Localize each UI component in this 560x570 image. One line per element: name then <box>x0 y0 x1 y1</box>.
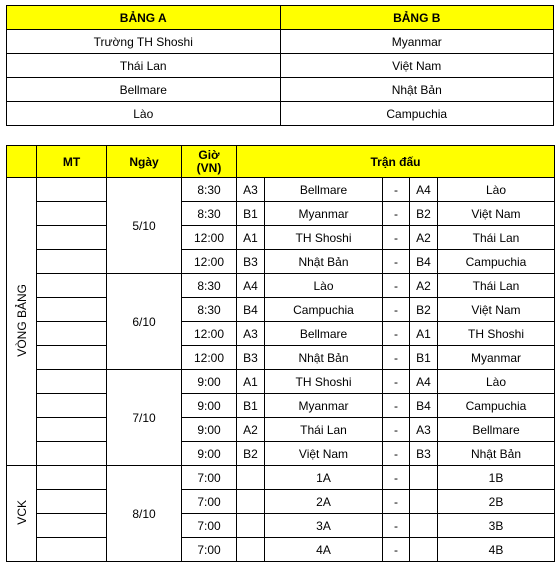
code-a-cell: B1 <box>237 394 265 418</box>
time-cell: 7:00 <box>182 538 237 562</box>
mt-cell <box>37 274 107 298</box>
table-row <box>7 394 555 418</box>
day-cell: 5/10 <box>107 178 182 274</box>
table-row <box>7 274 555 298</box>
team-b-cell: Lào <box>438 178 555 202</box>
team-a-cell: 2A <box>265 490 383 514</box>
time-cell: 8:30 <box>182 298 237 322</box>
time-cell: 9:00 <box>182 418 237 442</box>
mt-cell <box>37 250 107 274</box>
day-cell: 6/10 <box>107 274 182 370</box>
stage-cell <box>7 466 37 562</box>
table-row <box>7 514 555 538</box>
stage-label: VCK <box>14 499 29 525</box>
separator-cell: - <box>383 250 410 274</box>
stage-label: VÒNG BẢNG <box>14 283 29 357</box>
mt-cell <box>37 514 107 538</box>
time-cell: 12:00 <box>182 250 237 274</box>
mt-cell <box>37 466 107 490</box>
code-b-cell: B2 <box>410 202 438 226</box>
team-a-cell: Bellmare <box>265 322 383 346</box>
time-cell: 12:00 <box>182 346 237 370</box>
code-a-cell: A1 <box>237 226 265 250</box>
mt-cell <box>37 418 107 442</box>
mt-cell <box>37 202 107 226</box>
code-a-cell: A3 <box>237 178 265 202</box>
code-b-cell: A3 <box>410 418 438 442</box>
code-b-cell: B2 <box>410 298 438 322</box>
table-row <box>7 250 555 274</box>
separator-cell: - <box>383 202 410 226</box>
mt-cell <box>37 346 107 370</box>
time-cell: 8:30 <box>182 202 237 226</box>
table-row <box>7 322 555 346</box>
time-cell: 9:00 <box>182 370 237 394</box>
table-row <box>7 418 555 442</box>
time-cell: 9:00 <box>182 442 237 466</box>
team-b-cell: Campuchia <box>438 250 555 274</box>
code-b-cell <box>410 490 438 514</box>
table-row <box>7 102 554 126</box>
team-a-cell: 1A <box>265 466 383 490</box>
table-row <box>7 54 554 78</box>
group-a-team: Bellmare <box>7 78 281 102</box>
separator-cell: - <box>383 466 410 490</box>
separator-cell: - <box>383 178 410 202</box>
team-b-cell: Nhật Bản <box>438 442 555 466</box>
team-b-cell: Campuchia <box>438 394 555 418</box>
mt-cell <box>37 490 107 514</box>
group-b-header: BẢNG B <box>280 6 554 30</box>
separator-cell: - <box>383 394 410 418</box>
team-b-cell: 3B <box>438 514 555 538</box>
team-a-cell: 3A <box>265 514 383 538</box>
code-a-cell: B4 <box>237 298 265 322</box>
separator-cell: - <box>383 346 410 370</box>
group-b-team: Campuchia <box>280 102 554 126</box>
team-a-cell: Myanmar <box>265 202 383 226</box>
code-b-cell <box>410 538 438 562</box>
code-a-cell: A4 <box>237 274 265 298</box>
team-b-cell: Việt Nam <box>438 298 555 322</box>
schedule-table <box>6 145 555 562</box>
code-b-cell <box>410 466 438 490</box>
separator-cell: - <box>383 226 410 250</box>
team-a-cell: TH Shoshi <box>265 226 383 250</box>
separator-cell: - <box>383 514 410 538</box>
time-header: Giờ (VN) <box>182 146 237 178</box>
time-cell: 7:00 <box>182 466 237 490</box>
team-a-cell: Thái Lan <box>265 418 383 442</box>
team-b-cell: 4B <box>438 538 555 562</box>
code-b-cell <box>410 514 438 538</box>
group-b-team: Myanmar <box>280 30 554 54</box>
mt-cell <box>37 298 107 322</box>
mt-cell <box>37 370 107 394</box>
team-b-cell: 1B <box>438 466 555 490</box>
separator-cell: - <box>383 370 410 394</box>
table-row <box>7 490 555 514</box>
group-b-team: Nhật Bản <box>280 78 554 102</box>
match-header: Trận đấu <box>237 146 555 178</box>
code-b-cell: A4 <box>410 370 438 394</box>
team-a-cell: Myanmar <box>265 394 383 418</box>
code-b-cell: A2 <box>410 274 438 298</box>
team-a-cell: Nhật Bản <box>265 346 383 370</box>
code-a-cell: A1 <box>237 370 265 394</box>
separator-cell: - <box>383 274 410 298</box>
code-b-cell: B4 <box>410 394 438 418</box>
team-a-cell: 4A <box>265 538 383 562</box>
team-b-cell: Thái Lan <box>438 274 555 298</box>
code-b-cell: A1 <box>410 322 438 346</box>
day-header: Ngày <box>107 146 182 178</box>
team-b-cell: Thái Lan <box>438 226 555 250</box>
code-a-cell: A2 <box>237 418 265 442</box>
separator-cell: - <box>383 538 410 562</box>
mt-cell <box>37 538 107 562</box>
separator-cell: - <box>383 442 410 466</box>
team-a-cell: TH Shoshi <box>265 370 383 394</box>
time-cell: 8:30 <box>182 274 237 298</box>
code-b-cell: A4 <box>410 178 438 202</box>
code-a-cell <box>237 538 265 562</box>
group-a-header: BẢNG A <box>7 6 281 30</box>
code-a-cell: B3 <box>237 346 265 370</box>
code-a-cell <box>237 514 265 538</box>
mt-header: MT <box>37 146 107 178</box>
table-row <box>7 30 554 54</box>
separator-cell: - <box>383 490 410 514</box>
time-cell: 8:30 <box>182 178 237 202</box>
stage-cell <box>7 178 37 466</box>
time-cell: 12:00 <box>182 322 237 346</box>
team-a-cell: Việt Nam <box>265 442 383 466</box>
code-a-cell: B1 <box>237 202 265 226</box>
team-a-cell: Lào <box>265 274 383 298</box>
schedule-header-row <box>7 146 555 178</box>
table-row <box>7 226 555 250</box>
code-b-cell: A2 <box>410 226 438 250</box>
team-b-cell: Myanmar <box>438 346 555 370</box>
code-a-cell: A3 <box>237 322 265 346</box>
table-row <box>7 346 555 370</box>
team-a-cell: Nhật Bản <box>265 250 383 274</box>
table-row <box>7 298 555 322</box>
time-cell: 7:00 <box>182 490 237 514</box>
table-row <box>7 178 555 202</box>
separator-cell: - <box>383 418 410 442</box>
team-b-cell: Bellmare <box>438 418 555 442</box>
groups-table <box>6 5 554 126</box>
mt-cell <box>37 442 107 466</box>
table-row <box>7 202 555 226</box>
separator-cell: - <box>383 298 410 322</box>
separator-cell: - <box>383 322 410 346</box>
time-cell: 7:00 <box>182 514 237 538</box>
day-cell: 8/10 <box>107 466 182 562</box>
table-row <box>7 466 555 490</box>
code-b-cell: B1 <box>410 346 438 370</box>
code-a-cell: B3 <box>237 250 265 274</box>
team-b-cell: Việt Nam <box>438 202 555 226</box>
table-row <box>7 538 555 562</box>
table-row <box>7 442 555 466</box>
code-a-cell: B2 <box>237 442 265 466</box>
team-b-cell: 2B <box>438 490 555 514</box>
day-cell: 7/10 <box>107 370 182 466</box>
time-cell: 12:00 <box>182 226 237 250</box>
code-b-cell: B3 <box>410 442 438 466</box>
mt-cell <box>37 394 107 418</box>
group-a-team: Lào <box>7 102 281 126</box>
table-row <box>7 78 554 102</box>
group-b-team: Việt Nam <box>280 54 554 78</box>
table-row <box>7 370 555 394</box>
team-a-cell: Bellmare <box>265 178 383 202</box>
mt-cell <box>37 322 107 346</box>
group-a-team: Trường TH Shoshi <box>7 30 281 54</box>
corner-cell <box>7 146 37 178</box>
groups-header-row <box>7 6 554 30</box>
team-b-cell: Lào <box>438 370 555 394</box>
team-a-cell: Campuchia <box>265 298 383 322</box>
time-cell: 9:00 <box>182 394 237 418</box>
code-a-cell <box>237 490 265 514</box>
group-a-team: Thái Lan <box>7 54 281 78</box>
mt-cell <box>37 226 107 250</box>
mt-cell <box>37 178 107 202</box>
code-a-cell <box>237 466 265 490</box>
team-b-cell: TH Shoshi <box>438 322 555 346</box>
code-b-cell: B4 <box>410 250 438 274</box>
